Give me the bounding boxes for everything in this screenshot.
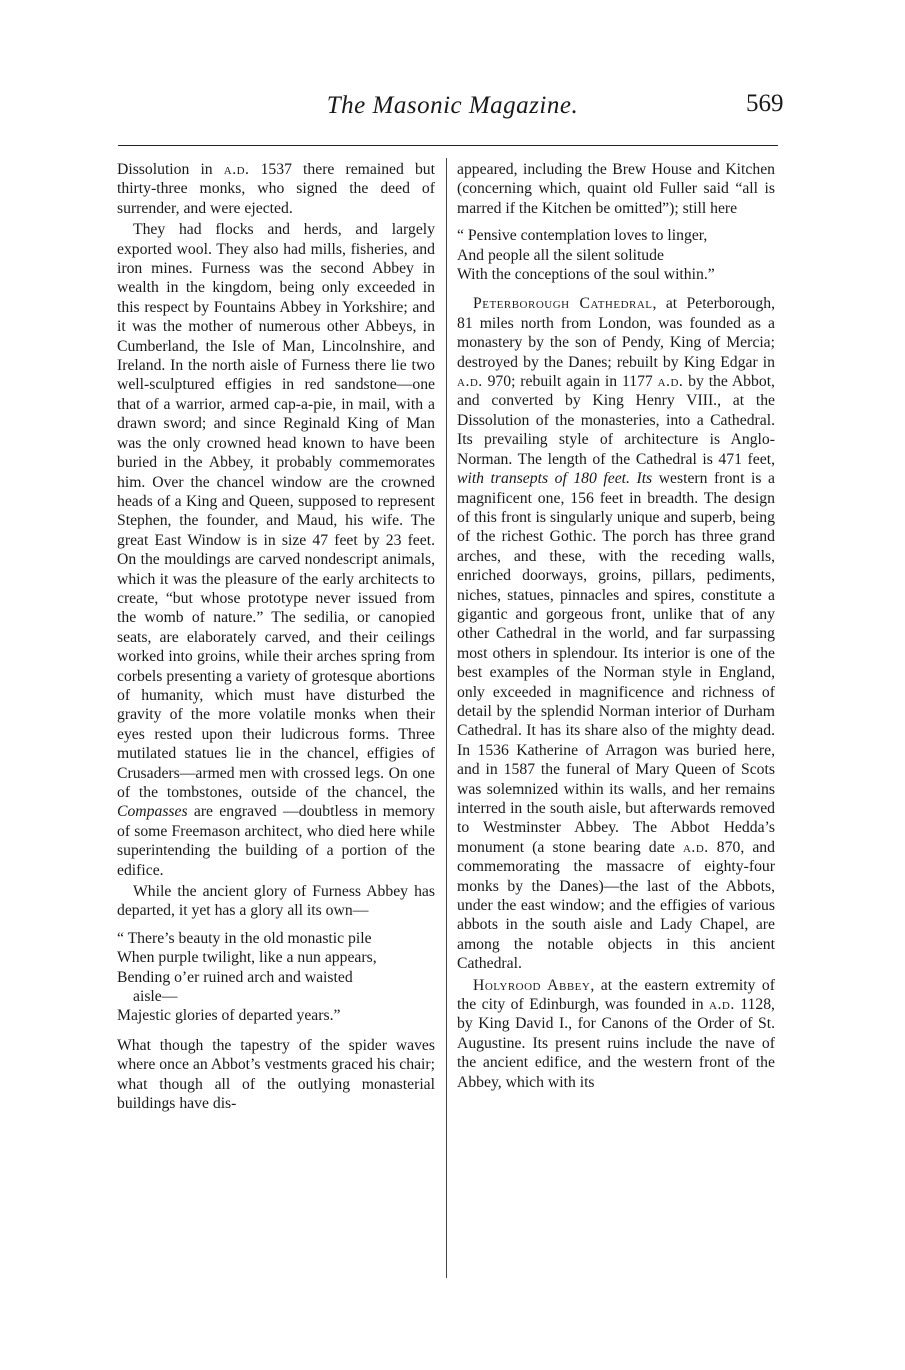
paragraph-flocks: They had flocks and herds, and largely exported wool. They also had mills, fisheries, and iron mines. Furness was the second Abbey in wealth in the kingdom, being only exceeded in this respect by Fountains Abbey in Yorkshire; and it was the mother of numerous other Abbeys, in Cumberland, the Isle of Man, Lincolnshire, and Ireland. In the north aisle of Furness there lie two well-sculptured effigies in red sandstone—one that of a warrior, armed cap-a-pie, in mail, with a drawn sword; and since Reginald King of Man was the only crowned head known to have been buried in the Abbey, it probably commemorates him. Over the chancel window are the crowned heads of a King and Queen, supposed to represent Stephen, the founder, and Maud, his wife. The great East Window is in size 47 feet by 23 feet. On the mouldings are carved nondescript animals, which it was the pleasure of the early architects to create, “but whose prototype never issued from the womb of nature.” The sedilia, or canopied seats, are elaborately carved, and their ceilings worked into groins, while their arches spring from corbels presenting a variety of grotesque abortions of humanity, which must have disturbed the gravity of the more volatile monks when their eyes rested upon their ludicrous forms. Three mutilated statues lie in the chancel, effigies of Crusaders—armed men with crossed legs. On one of the tombstones, outside of the chancel, the Compasses are engraved —doubtless in memory of some Freemason architect, who died here while superintending the building of a portion of the edifice. <box>117 221 435 879</box>
left-column <box>117 160 435 1116</box>
column-divider <box>446 158 447 1278</box>
verse-furness: “ There’s beauty in the old monastic pile When purple twilight, like a nun appears, Bending o’er ruined arch and waisted aisle— Majestic glories of departed years.” <box>117 929 377 1025</box>
paragraph-kitchen: appeared, including the Brew House and Kitchen (concerning which, quaint old Fuller said “all is marred if the Kitchen be omitted”); still here <box>457 161 775 217</box>
paragraph-peterborough: Peterborough Cathedral, at Peterborough, 81 miles north from London, was founded as a monastery by the son of Pendy, King of Mercia; destroyed by the Danes; rebuilt by King Edgar in a.d. 970; rebuilt again in 1177 a.d. by the Abbot, and converted by King Henry VIII., at the Dissolution of the monasteries, into a Cathedral. Its prevailing style of architecture is Anglo-Norman. The length of the Cathedral is 471 feet, with transepts of 180 feet. Its western front is a magnificent one, 156 feet in breadth. The design of this front is singularly unique and superb, being of the richest Gothic. The porch has three grand arches, and these, with the receding walls, enriched doorways, groins, pillars, pediments, niches, statues, pinnacles and spires, constitute a gigantic and gorgeous front, unlike that of any other Cathedral in the world, and far surpassing most others in splendour. Its interior is one of the best examples of the Norman style in England, only exceeded in magnificence and richness of detail by the splendid Norman interior of Durham Cathedral. It has its share also of the mighty dead. In 1536 Katherine of Arragon was buried here, and in 1587 the funeral of Mary Queen of Scots was solemnized within its walls, and her remains interred in the south aisle, but afterwards removed to Westminster Abbey. The Abbot Hedda’s monument (a stone bearing date a.d. 870, and commemorating the massacre of eighty-four monks by the Danes)—the last of the Abbots, under the east window; and the effigies of various abbots in the south aisle and Lady Chapel, are among the notable objects in this ancient Cathedral. <box>457 295 775 973</box>
paragraph-ancient-glory: While the ancient glory of Furness Abbey has departed, it yet has a glory all its own— <box>117 883 435 920</box>
right-column <box>457 160 775 1094</box>
page-number: 569 <box>746 90 784 117</box>
header-rule <box>118 145 778 146</box>
paragraph-dissolution: Dissolution in a.d. 1537 there remained but thirty-three monks, who signed the deed of surrender, and were ejected. <box>117 161 435 217</box>
magazine-title: The Masonic Magazine. <box>326 92 579 119</box>
paragraph-tapestry: What though the tapestry of the spider waves where once an Abbot’s vestments graced his chair; what though all of the outlying monasterial buildings have dis- <box>117 1036 435 1113</box>
heading-peterborough: Peterborough Cathedral <box>473 295 653 313</box>
verse-contemplation: “ Pensive contemplation loves to linger, And people all the silent solitude With the conceptions of the soul within.” <box>457 227 715 284</box>
paragraph-holyrood: Holyrood Abbey, at the eastern extremity of the city of Edinburgh, was founded in a.d. 1128, by King David I., for Canons of the Order of St. Augustine. Its present ruins include the nave of the ancient edifice, and the western front of the Abbey, which with its <box>457 976 775 1091</box>
heading-holyrood: Holyrood Abbey <box>473 976 591 994</box>
